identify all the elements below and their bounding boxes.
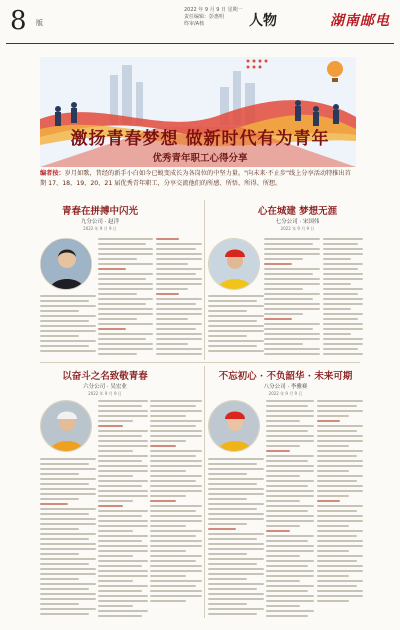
article-1-col-2 — [98, 238, 153, 356]
issue-date: 2022 年 9 月 9 日 星期一 — [184, 7, 243, 13]
article-2-col-3 — [323, 238, 363, 356]
column-divider — [204, 200, 205, 360]
article-1-date: 2022 年 9 月 9 日 — [83, 226, 117, 231]
masthead — [6, 4, 394, 44]
article-2-title: 心在城建 梦想无涯 — [257, 206, 338, 217]
article-1-col-3 — [156, 238, 202, 356]
article-2-col-2 — [264, 238, 320, 356]
article-2-author: 七分公司 · 宋国伟 — [275, 219, 320, 225]
editor-note — [40, 169, 356, 188]
article-2-portrait — [208, 238, 260, 290]
article-4-col-3 — [317, 400, 363, 618]
article-3-portrait — [40, 400, 92, 452]
article-3-col-2 — [98, 400, 148, 618]
article-1-portrait — [40, 238, 92, 290]
article-3-title: 以奋斗之名致敬青春 — [62, 371, 148, 382]
issue-editor: 责任编辑：彭惠明 — [184, 14, 225, 20]
article-3-col-1 — [40, 458, 96, 618]
article-3-date: 2022 年 9 月 9 日 — [88, 391, 122, 396]
page-label: 版 — [36, 19, 43, 27]
article-1-col-1 — [40, 295, 96, 353]
article-3-author: 六分公司 · 吴宏业 — [83, 384, 127, 390]
article-4-title: 不忘初心 · 不负韶华 · 未来可期 — [218, 371, 353, 382]
issue-meta — [184, 7, 243, 28]
article-2-date: 2022 年 9 月 9 日 — [280, 226, 315, 231]
article-1-author: 九分公司 · 赵洋 — [80, 219, 120, 225]
article-3-col-3 — [150, 400, 202, 618]
paper-logo: 湖南邮电 — [330, 13, 390, 29]
feature-headline: 激扬青春梦想 做新时代有为青年 — [70, 129, 330, 149]
feature-subhead: 优秀青年职工心得分享 — [152, 153, 248, 164]
article-2-col-1 — [208, 295, 264, 355]
editor-note-label: 编者按： — [40, 170, 65, 177]
article-4-portrait — [208, 400, 260, 452]
row-divider — [40, 362, 360, 363]
issue-review: 终审/A核 — [184, 21, 205, 27]
article-4-date: 2022 年 9 月 9 日 — [268, 391, 303, 396]
editor-note-text: 岁月如歌，昔经的新手小白如今已蜕变成长为各岗位的中坚力量。"向未来·不止步"线上分享活动特推出首期 17、18、19、20、21 届优秀青年职工，分享交流他们的所感、所悟、所得、所想。 — [40, 170, 351, 187]
article-1-title: 青春在拼搏中闪光 — [61, 206, 138, 217]
article-4-author: 八分公司 · 李雅赛 — [263, 384, 308, 390]
article-4-col-2 — [266, 400, 314, 618]
article-4-col-1 — [208, 458, 264, 618]
section-title: 人物 — [249, 13, 277, 29]
page-number: 8 — [10, 6, 27, 36]
column-divider — [204, 366, 205, 618]
